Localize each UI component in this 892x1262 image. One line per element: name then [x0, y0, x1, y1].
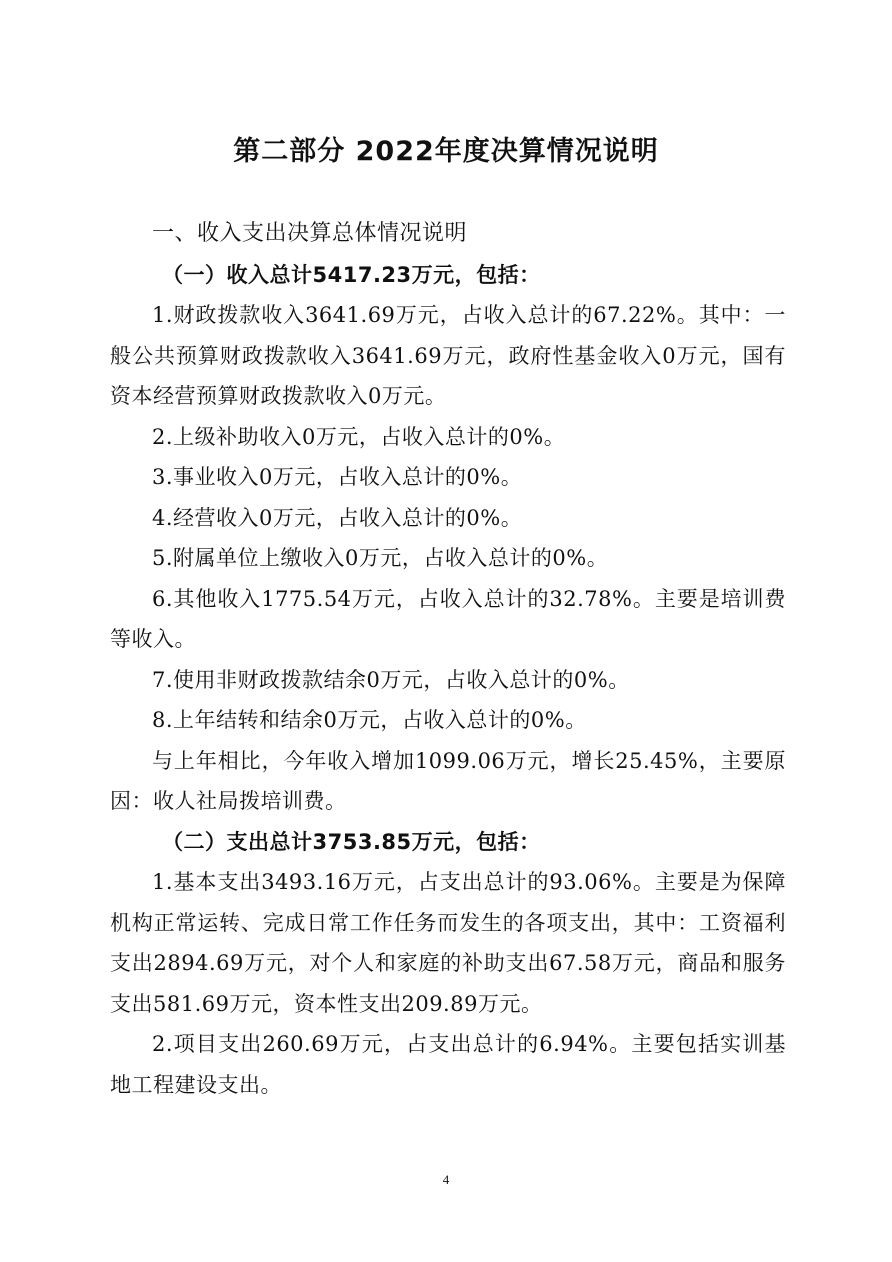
income-item: 7.使用非财政拨款结余0万元，占收入总计的0%。 [152, 667, 630, 692]
income-item: 1.财政拨款收入3641.69万元，占收入总计的67.22%。其中：一般公共预算财政拨款收入3641.69万元，政府性基金收入0万元，国有资本经营预算财政拨款收入0万元。 [110, 303, 786, 408]
section-heading: 一、收入支出决算总体情况说明 [152, 221, 468, 246]
income-item: 8.上年结转和结余0万元，占收入总计的0%。 [152, 708, 587, 732]
income-comparison [110, 741, 786, 822]
expenditure-heading: （二）支出总计3753.85万元，包括： [162, 829, 541, 854]
expenditure-item: 2.项目支出260.69万元，占支出总计的6.94%。主要包括实训基地工程建设支出。 [110, 1032, 786, 1097]
page-title: 第二部分 2022年度决算情况说明 [233, 136, 659, 167]
expenditure-item: 1.基本支出3493.16万元，占支出总计的93.06%。主要是为保障机构正常运转、完成日常工作任务而发生的各项支出，其中：工资福利支出2894.69万元，对个人和家庭的补助支出67.58万元，商品和服务支出581.69万元，资本性支出209.89万元。 [110, 870, 786, 1016]
income-item: 4.经营收入0万元，占收入总计的0%。 [152, 505, 523, 530]
income-comparison-text: 与上年相比，今年收入增加1099.06万元，增长25.45%，主要原因： [110, 748, 786, 813]
income-item: 2.上级补助收入0万元，占收入总计的0%。 [152, 424, 566, 449]
income-item: 5.附属单位上缴收入0万元，占收入总计的0%。 [152, 546, 609, 570]
income-heading: （一）收入总计5417.23万元，包括： [162, 262, 541, 287]
income-item: 3.事业收入0万元，占收入总计的0%。 [152, 465, 523, 489]
income-item: 6.其他收入1775.54万元，占收入总计的32.78%。主要是培训费等收入。 [110, 586, 786, 651]
page-number: 4 [442, 1172, 450, 1187]
document-body [110, 214, 786, 1105]
income-comparison-reason: 收人社局拨培训费。 [153, 789, 347, 813]
